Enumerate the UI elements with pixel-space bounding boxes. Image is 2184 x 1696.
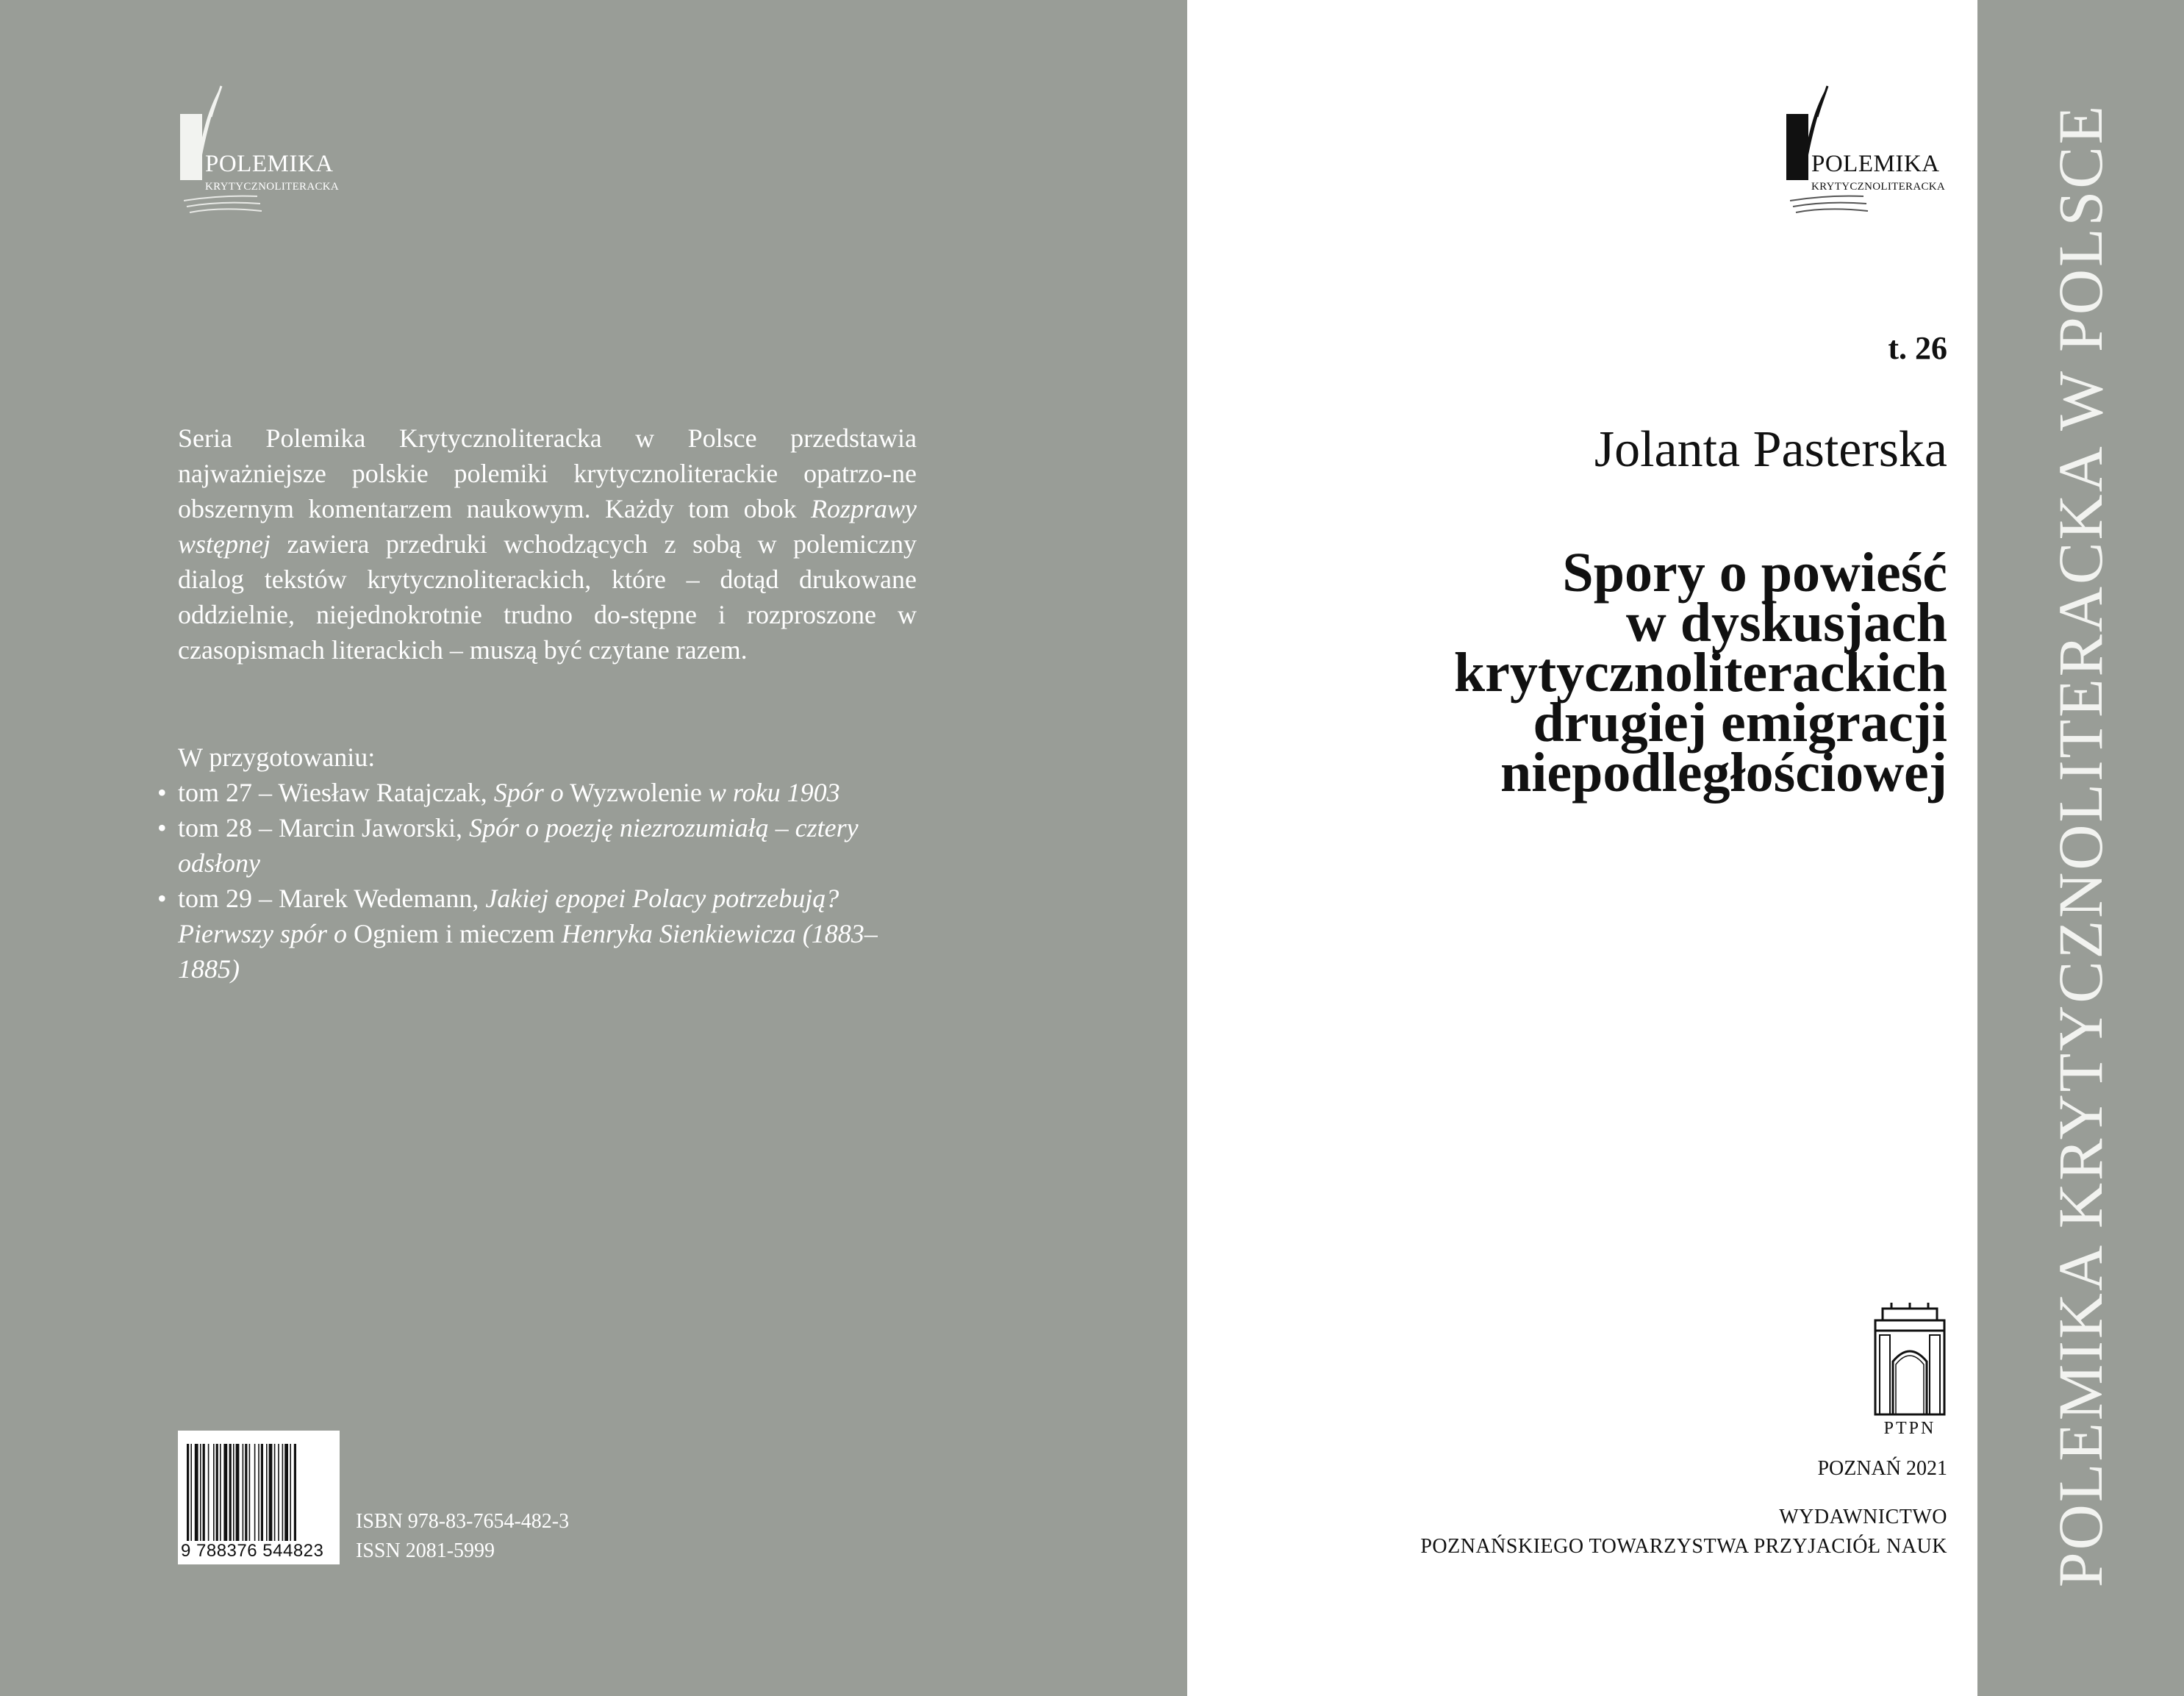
polemika-logo-front (1786, 85, 1977, 232)
list-item (157, 810, 928, 881)
strokes-icon (184, 193, 265, 223)
barcode-bar (290, 1444, 291, 1541)
logo-brand: POLEMIKA (1811, 151, 1940, 177)
item-text: Ogniem i mieczem (347, 919, 562, 948)
polemika-logo (180, 85, 371, 232)
item-italic: Henryka Sienkiewicza (1883–1885) (178, 919, 878, 984)
item-text: tom 28 – Marcin Jaworski, (178, 813, 469, 842)
item-italic: Spór o (493, 778, 564, 807)
forthcoming-list (157, 740, 928, 987)
issn: ISSN 2081-5999 (356, 1539, 495, 1562)
book-title (1286, 542, 1947, 804)
item-text: tom 29 – Marek Wedemann, (178, 884, 486, 913)
barcode-digits: 9 788376 544823 (181, 1541, 324, 1561)
bullet: • (157, 884, 167, 913)
barcode-bar (261, 1444, 263, 1541)
barcode-bar (187, 1444, 189, 1541)
item-text: tom 27 – Wiesław Ratajczak, (178, 778, 494, 807)
title-line: w dyskusjach (1625, 592, 1947, 654)
strokes-icon (1790, 193, 1871, 223)
barcode-bar (266, 1444, 268, 1541)
barcode-bar (195, 1444, 198, 1541)
blurb-part-2: zawiera przedruki wchodzących z sobą w polemiczny dialog tekstów krytycznoliterackich, które – dotąd drukowane oddzielnie, niejednokrotnie trudno do-stępne i rozproszone w czasopismach literackich – muszą być czytane razem. (178, 529, 917, 665)
ptpn-label: PTPN (1883, 1419, 1936, 1438)
barcode-bar (208, 1444, 210, 1541)
barcode-bar (213, 1444, 215, 1541)
barcode-bar (220, 1444, 221, 1541)
blurb-italic: Rozprawy wstępnej (178, 494, 917, 559)
blurb-part-1: Seria Polemika Krytycznoliteracka w Polsce przedstawia najważniejsze polskie polemiki krytycznoliterackie opatrzo-ne obszernym komentarzem naukowym. Każdy tom obok (178, 423, 917, 523)
barcode-bar (282, 1444, 284, 1541)
spine-title: POLEMIKA KRYTYCZNOLITERACKA W POLSCE (2045, 103, 2116, 1588)
bullet: • (157, 813, 167, 842)
place-year: POZNAŃ 2021 (1817, 1457, 1947, 1480)
logo-subtitle: KRYTYCZNOLITERACKA (1811, 181, 1946, 193)
logo-box (1786, 114, 1808, 180)
item-italic: Jakiej epopei Polacy potrzebują? Pierwszy spór o (178, 884, 839, 948)
title-line: niepodległościowej (1500, 742, 1947, 804)
barcode-bar (243, 1444, 244, 1541)
author-name: Jolanta Pasterska (1594, 421, 1947, 478)
barcode-bar (233, 1444, 234, 1541)
barcode-bar (294, 1444, 296, 1541)
barcode-bar (249, 1444, 251, 1541)
barcode (178, 1431, 340, 1564)
publisher-line-1: WYDAWNICTWO (1779, 1506, 1947, 1528)
item-italic: Spór o poezję niezrozumiałą – cztery odsłony (178, 813, 859, 878)
front-cover (1187, 0, 1977, 1696)
logo-box (180, 114, 202, 180)
barcode-bar (229, 1444, 232, 1541)
barcode-bar (236, 1444, 240, 1541)
series-description (178, 421, 917, 668)
barcode-bar (190, 1444, 192, 1541)
barcode-bar (200, 1444, 201, 1541)
volume-number: t. 26 (1888, 330, 1947, 366)
list-item (157, 881, 928, 987)
isbn: ISBN 978-83-7654-482-3 (356, 1510, 570, 1533)
list-item (157, 775, 928, 810)
ptpn-gate-logo (1869, 1303, 1950, 1442)
title-line: Spory o powieść (1562, 542, 1947, 604)
barcode-bar (203, 1444, 205, 1541)
barcode-bar (274, 1444, 276, 1541)
forthcoming-heading: W przygotowaniu: (178, 743, 376, 772)
barcode-bars (187, 1444, 331, 1541)
barcode-bar (245, 1444, 247, 1541)
barcode-bar (258, 1444, 259, 1541)
bullet: • (157, 778, 167, 807)
barcode-bar (223, 1444, 227, 1541)
logo-brand: POLEMIKA (205, 151, 334, 177)
barcode-bar (254, 1444, 256, 1541)
logo-subtitle: KRYTYCZNOLITERACKA (205, 181, 340, 193)
title-line: drugiej emigracji (1533, 692, 1947, 754)
barcode-bar (269, 1444, 273, 1541)
isbn-block (356, 1507, 569, 1566)
barcode-bar (278, 1444, 279, 1541)
publisher-line-2: POZNAŃSKIEGO TOWARZYSTWA PRZYJACIÓŁ NAUK (1420, 1535, 1947, 1558)
publisher (1420, 1503, 1947, 1561)
item-italic: w roku 1903 (708, 778, 840, 807)
barcode-bar (216, 1444, 218, 1541)
title-line: krytycznoliterackich (1453, 642, 1947, 704)
item-text: Wyzwolenie (563, 778, 709, 807)
barcode-bar (284, 1444, 288, 1541)
